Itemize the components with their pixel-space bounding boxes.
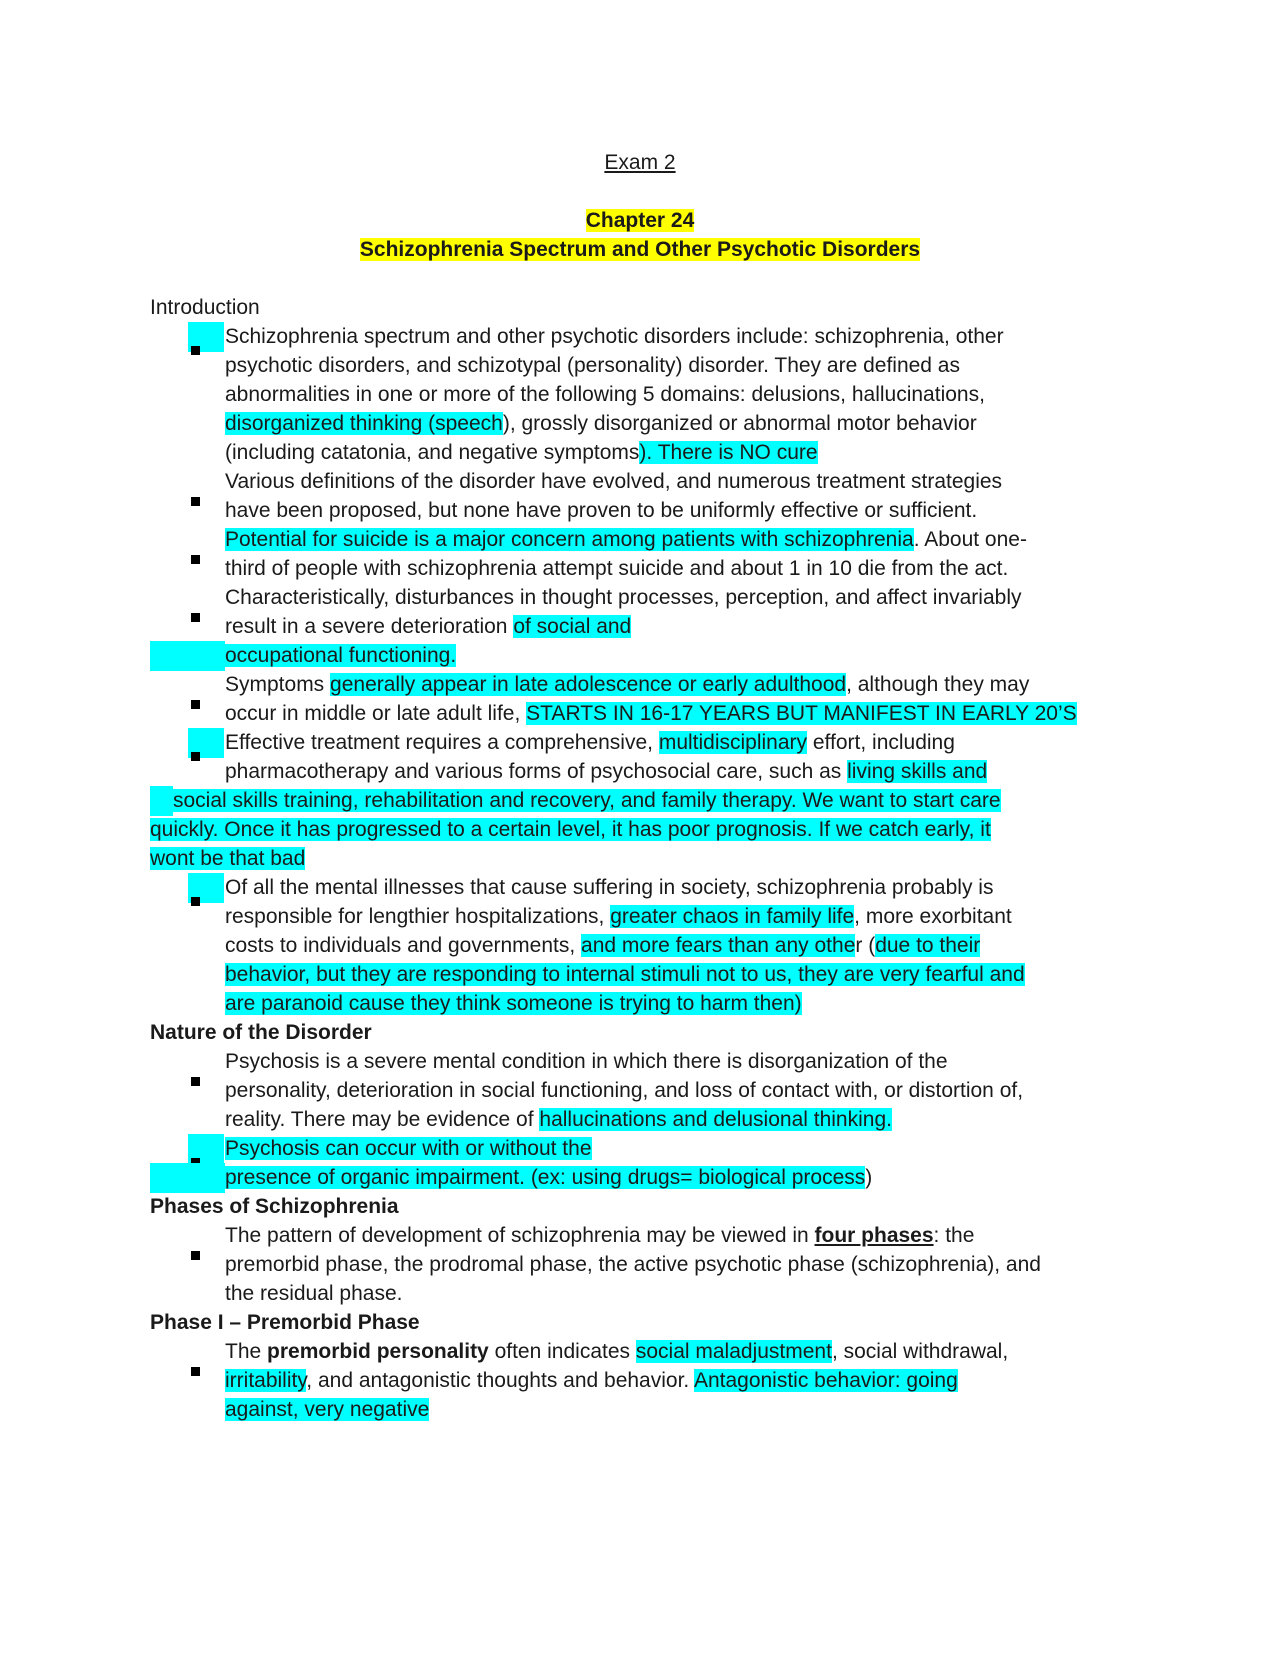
- bullet-marker: [191, 497, 200, 506]
- bullet-marker: [191, 1077, 200, 1086]
- bullet-marker: [191, 700, 200, 709]
- bullet-marker: [191, 752, 200, 761]
- list-item-line: behavior, but they are responding to internal stimuli not to us, they are very fearful and: [225, 963, 1025, 986]
- list-item-line: wont be that bad: [150, 847, 306, 870]
- section-heading-phases: Phases of Schizophrenia: [150, 1195, 399, 1218]
- highlight-fill: [150, 641, 225, 671]
- list-item-line: costs to individuals and governments, and more fears than any other (due to their: [225, 934, 981, 957]
- document-title: Exam 2: [604, 151, 676, 174]
- list-item-line: quickly. Once it has progressed to a certain level, it has poor prognosis. If we catch early, it: [150, 818, 991, 841]
- list-item-line: pharmacotherapy and various forms of psychosocial care, such as living skills and: [225, 760, 988, 783]
- bullet-marker: [191, 555, 200, 564]
- list-item-line: social skills training, rehabilitation and recovery, and family therapy. We want to start care: [173, 789, 1001, 812]
- bullet-marker: [191, 1367, 200, 1376]
- list-item-line: psychotic disorders, and schizotypal (personality) disorder. They are defined as: [225, 354, 960, 377]
- list-item-line: are paranoid cause they think someone is trying to harm then): [225, 992, 802, 1015]
- list-item-line: occur in middle or late adult life, STARTS IN 16-17 YEARS BUT MANIFEST IN EARLY 20’S: [225, 702, 1077, 725]
- list-item-line: Effective treatment requires a comprehensive, multidisciplinary effort, including: [225, 731, 955, 754]
- list-item-line: responsible for lengthier hospitalizations, greater chaos in family life, more exorbitant: [225, 905, 1012, 928]
- list-item-line: (including catatonia, and negative symptoms). There is NO cure: [225, 441, 818, 464]
- highlight-fill: [150, 1163, 225, 1193]
- list-item-line: disorganized thinking (speech), grossly disorganized or abnormal motor behavior: [225, 412, 977, 435]
- list-item-line: Of all the mental illnesses that cause suffering in society, schizophrenia probably is: [225, 876, 994, 899]
- list-item-line: presence of organic impairment. (ex: using drugs= biological process): [225, 1166, 873, 1189]
- highlight-fill: [150, 786, 173, 816]
- list-item-line: premorbid phase, the prodromal phase, the active psychotic phase (schizophrenia), and: [225, 1253, 1041, 1276]
- list-item-line: have been proposed, but none have proven to be uniformly effective or sufficient.: [225, 499, 978, 522]
- list-item-line: third of people with schizophrenia attempt suicide and about 1 in 10 die from the act.: [225, 557, 1009, 580]
- list-item-line: Psychosis is a severe mental condition in which there is disorganization of the: [225, 1050, 948, 1073]
- list-item-line: Schizophrenia spectrum and other psychotic disorders include: schizophrenia, other: [225, 325, 1004, 348]
- list-item-line: Various definitions of the disorder have evolved, and numerous treatment strategies: [225, 470, 1003, 493]
- section-heading-nature: Nature of the Disorder: [150, 1021, 372, 1044]
- list-item-line: The pattern of development of schizophrenia may be viewed in four phases: the: [225, 1224, 975, 1247]
- list-item-line: abnormalities in one or more of the following 5 domains: delusions, hallucinations,: [225, 383, 985, 406]
- section-heading-introduction: Introduction: [150, 296, 260, 319]
- list-item-line: the residual phase.: [225, 1282, 403, 1305]
- chapter-number: Chapter 24: [585, 209, 695, 232]
- list-item-line: occupational functioning.: [225, 644, 457, 667]
- list-item-line: reality. There may be evidence of hallucinations and delusional thinking.: [225, 1108, 892, 1131]
- list-item-line: irritability, and antagonistic thoughts and behavior. Antagonistic behavior: going: [225, 1369, 958, 1392]
- section-heading-phase-one: Phase I – Premorbid Phase: [150, 1311, 420, 1334]
- bullet-marker: [191, 613, 200, 622]
- list-item-line: personality, deterioration in social functioning, and loss of contact with, or distortion of,: [225, 1079, 1024, 1102]
- list-item-line: against, very negative: [225, 1398, 430, 1421]
- bullet-marker: [191, 1251, 200, 1260]
- list-item-line: Psychosis can occur with or without the: [225, 1137, 592, 1160]
- bullet-marker: [191, 897, 200, 906]
- list-item-line: Potential for suicide is a major concern among patients with schizophrenia. About one-: [225, 528, 1027, 551]
- list-item-line: The premorbid personality often indicates social maladjustment, social withdrawal,: [225, 1340, 1009, 1363]
- list-item-line: result in a severe deterioration of social and: [225, 615, 632, 638]
- list-item-line: Characteristically, disturbances in thought processes, perception, and affect invariably: [225, 586, 1022, 609]
- bullet-marker: [191, 346, 200, 355]
- chapter-title: Schizophrenia Spectrum and Other Psychotic Disorders: [359, 238, 921, 261]
- list-item-line: Symptoms generally appear in late adolescence or early adulthood, although they may: [225, 673, 1030, 696]
